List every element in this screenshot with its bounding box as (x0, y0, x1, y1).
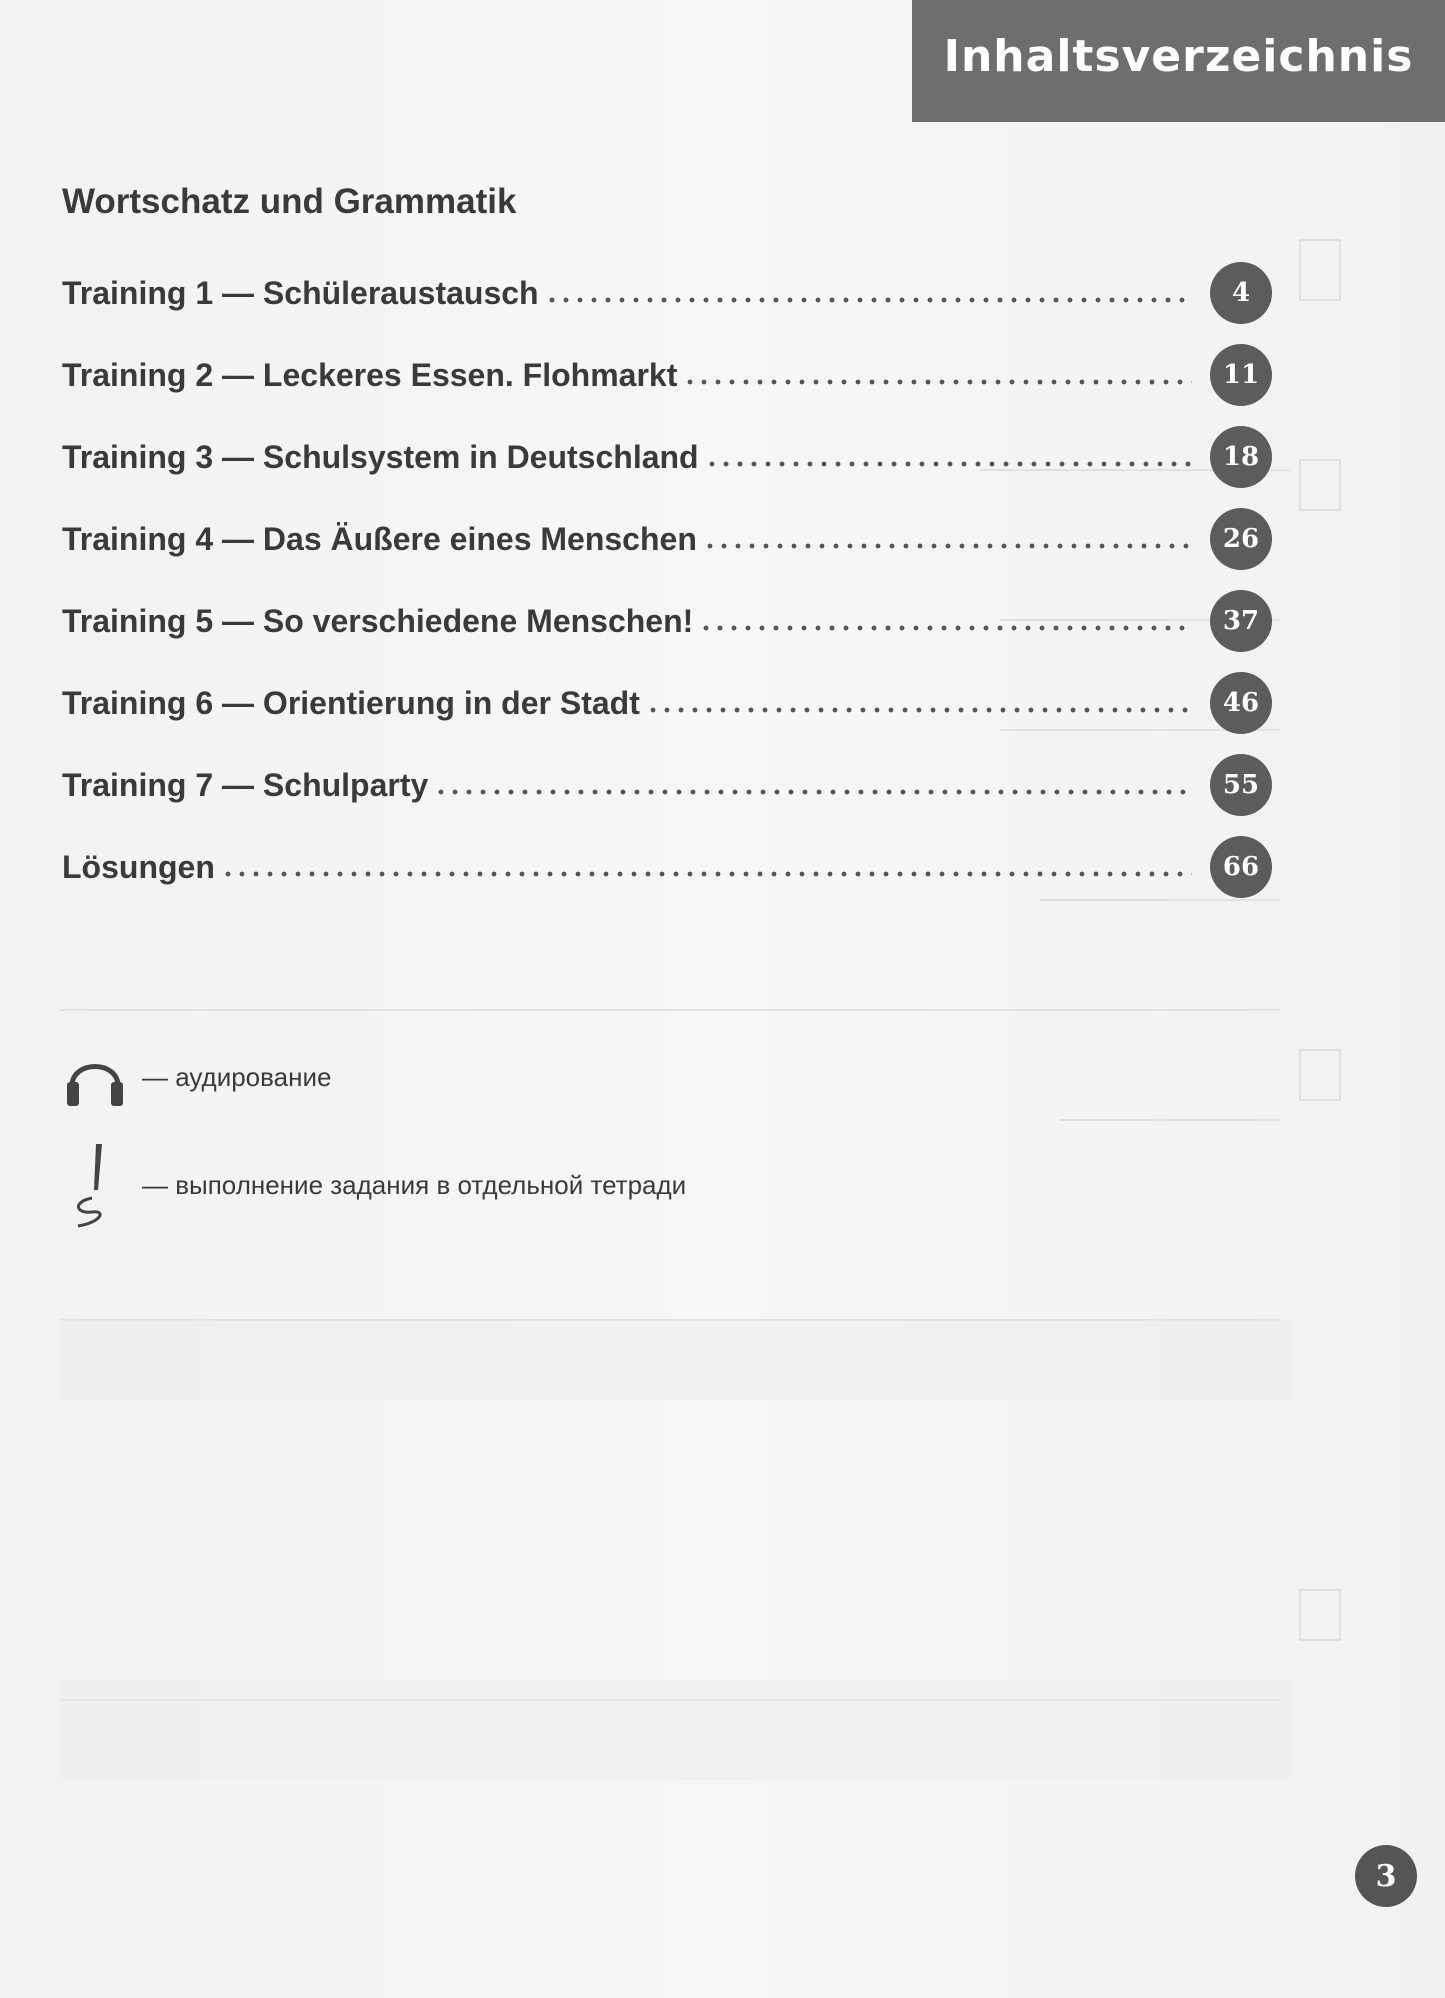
toc-entry-label: Training 4 — Das Äußere eines Menschen (62, 520, 697, 557)
page-badge: 26 (1210, 508, 1272, 570)
dot-leader (683, 378, 1192, 386)
dot-leader (699, 624, 1192, 632)
page-badge: 4 (1210, 262, 1272, 324)
dot-leader (703, 542, 1192, 550)
toc-entry[interactable] (62, 754, 1272, 816)
legend-listening (62, 1040, 331, 1114)
toc-entry[interactable] (62, 426, 1272, 488)
dot-leader (221, 870, 1192, 878)
toc-entry-label: Training 5 — So verschiedene Menschen! (62, 602, 694, 639)
headphones-icon (62, 1040, 128, 1114)
dot-leader (705, 460, 1192, 468)
toc-entry-label: Training 1 — Schüleraustausch (62, 274, 539, 311)
page-number: 3 (1355, 1845, 1417, 1907)
toc-entry[interactable] (62, 262, 1272, 324)
toc-entry[interactable] (62, 508, 1272, 570)
legend-notebook-label: — выполнение задания в отдельной тетради (142, 1169, 687, 1200)
toc-entry[interactable] (62, 344, 1272, 406)
toc-entry-label: Training 2 — Leckeres Essen. Flohmarkt (62, 356, 678, 393)
dot-leader (545, 296, 1192, 304)
page-badge: 18 (1210, 426, 1272, 488)
page-badge: 46 (1210, 672, 1272, 734)
page-badge: 66 (1210, 836, 1272, 898)
page-badge: 37 (1210, 590, 1272, 652)
toc-entry[interactable] (62, 836, 1272, 898)
dot-leader (434, 788, 1192, 796)
legend-listening-label: — аудирование (142, 1061, 332, 1092)
pen-icon (62, 1140, 128, 1230)
legend-notebook (62, 1140, 686, 1230)
toc-entry-label: Training 7 — Schulparty (62, 766, 429, 803)
dot-leader (646, 706, 1192, 714)
page-title: Inhaltsverzeichnis (943, 30, 1414, 82)
page-badge: 55 (1210, 754, 1272, 816)
toc-entry-label: Training 3 — Schulsystem in Deutschland (62, 438, 699, 475)
section-heading: Wortschatz und Grammatik (62, 182, 517, 221)
toc-entry-label: Lösungen (62, 848, 215, 885)
page-badge: 11 (1210, 344, 1272, 406)
toc-entry-label: Training 6 — Orientierung in der Stadt (62, 684, 640, 721)
header-band (912, 0, 1445, 122)
toc-entry[interactable] (62, 590, 1272, 652)
toc-entry[interactable] (62, 672, 1272, 734)
